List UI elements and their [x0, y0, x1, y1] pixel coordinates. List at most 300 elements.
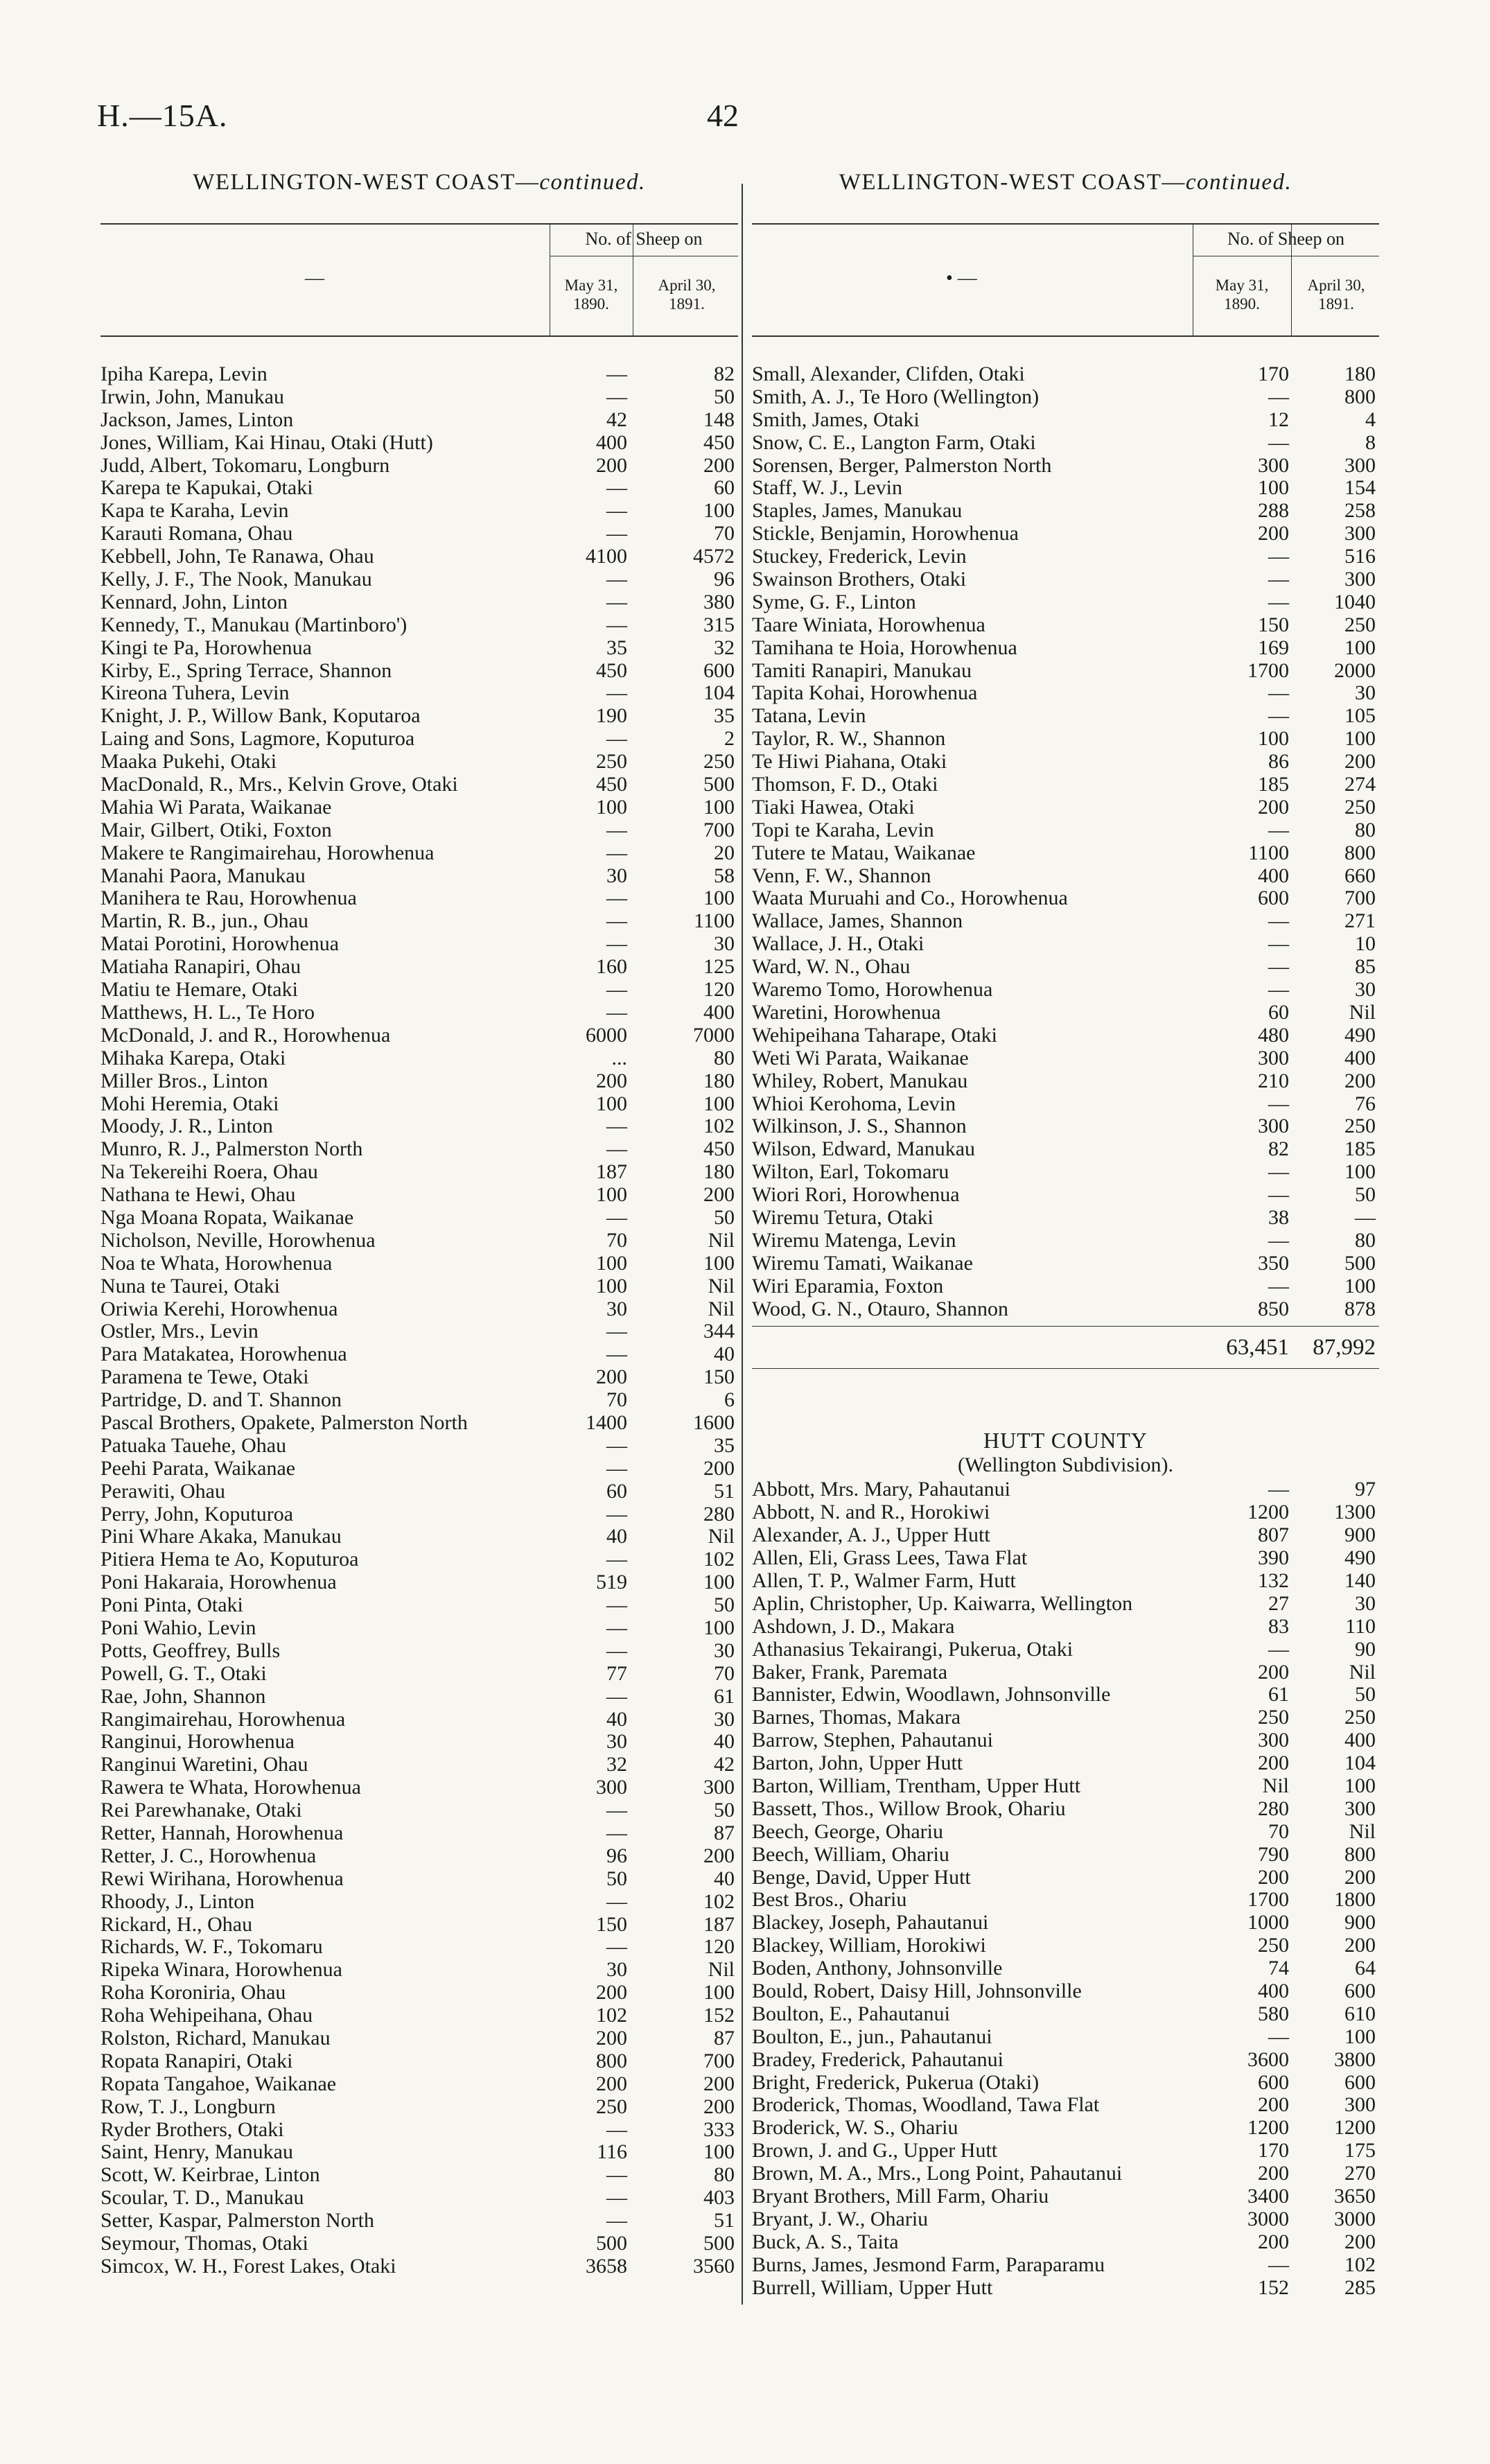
- left-column: [100, 170, 738, 2278]
- table-row: [100, 1480, 738, 1503]
- table-row: [100, 1845, 738, 1868]
- entry-name: Taare Winiata, Horowhenua: [752, 613, 985, 636]
- sheep-1890: 580: [1258, 2002, 1289, 2025]
- sheep-1890: —: [606, 2209, 627, 2233]
- entry-name: Pini Whare Akaka, Manukau: [100, 1525, 342, 1548]
- table-row: [752, 1547, 1379, 1570]
- sheep-1890: 32: [606, 1753, 627, 1776]
- entry-name: Nathana te Hewi, Ohau: [100, 1183, 296, 1207]
- table-row: [752, 1184, 1379, 1207]
- sheep-1891: 8: [1365, 430, 1376, 454]
- sheep-1891: 96: [714, 568, 735, 591]
- sheep-1891: 516: [1344, 545, 1376, 568]
- entry-name: Laing and Sons, Lagmore, Koputuroa: [100, 727, 415, 751]
- sheep-1891: 110: [1345, 1614, 1376, 1638]
- table-row: [752, 1047, 1379, 1070]
- sheep-1890: 400: [1258, 864, 1289, 887]
- entry-name: Saint, Henry, Manukau: [100, 2140, 293, 2164]
- table-row: [752, 500, 1379, 523]
- table-row: [100, 1093, 738, 1116]
- sheep-1890: —: [606, 978, 627, 1002]
- table-row: [100, 568, 738, 591]
- entry-name: Scott, W. Keirbrae, Linton: [100, 2163, 320, 2187]
- sheep-1890: 160: [596, 955, 627, 979]
- right-title-italic: continued.: [1185, 170, 1292, 195]
- table-row: [100, 1070, 738, 1093]
- table-row: [752, 1093, 1379, 1116]
- sheep-1890: 82: [1268, 1137, 1289, 1161]
- total-1891: 87,992: [1313, 1335, 1376, 1361]
- sheep-1890: —: [1268, 932, 1289, 956]
- sheep-1891: 1600: [693, 1410, 735, 1434]
- sheep-1891: 900: [1344, 1911, 1376, 1934]
- entry-name: Waata Muruahi and Co., Horowhenua: [752, 886, 1068, 910]
- sheep-1891: 403: [703, 2186, 735, 2210]
- sheep-1890: —: [1268, 545, 1289, 568]
- entry-name: Wiremu Tetura, Otaki: [752, 1205, 934, 1229]
- sheep-1891: 40: [714, 1867, 735, 1890]
- sheep-1890: 27: [1268, 1591, 1289, 1615]
- entry-name: Wiori Rori, Horowhenua: [752, 1183, 960, 1207]
- sheep-1891: 250: [703, 750, 735, 774]
- sheep-1891: 50: [714, 1799, 735, 1822]
- entry-name: Kennard, John, Linton: [100, 590, 288, 613]
- sheep-1890: —: [606, 1639, 627, 1662]
- entry-name: Syme, G. F., Linton: [752, 590, 916, 613]
- table-row: [100, 2164, 738, 2187]
- entry-name: Peehi Parata, Waikanae: [100, 1456, 296, 1480]
- table-row: [100, 660, 738, 683]
- entry-name: Moody, J. R., Linton: [100, 1115, 273, 1138]
- sheep-1890: 61: [1268, 1683, 1289, 1706]
- entry-name: Tamiti Ranapiri, Manukau: [752, 658, 972, 682]
- table-row: [100, 2255, 738, 2278]
- sheep-1891: 100: [703, 1251, 735, 1275]
- entry-name: Irwin, John, Manukau: [100, 385, 284, 408]
- sheep-1890: —: [606, 932, 627, 956]
- sheep-1891: 600: [1344, 2070, 1376, 2094]
- table-row: [752, 1524, 1379, 1547]
- sheep-1890: 77: [606, 1661, 627, 1685]
- sheep-1891: 87: [714, 2027, 735, 2050]
- sheep-1891: 333: [703, 2117, 735, 2141]
- table-row: [752, 2026, 1379, 2049]
- sheep-1890: —: [1268, 568, 1289, 591]
- entry-name: Matiaha Ranapiri, Ohau: [100, 955, 301, 979]
- entry-name: Bryant Brothers, Mill Farm, Ohariu: [752, 2185, 1049, 2208]
- entry-name: MacDonald, R., Mrs., Kelvin Grove, Otaki: [100, 773, 458, 796]
- sheep-1890: 400: [596, 430, 627, 454]
- table-row: [100, 637, 738, 660]
- entry-name: Ranginui, Horowhenua: [100, 1730, 295, 1754]
- sheep-1890: —: [606, 1320, 627, 1343]
- sheep-1890: 170: [1258, 362, 1289, 385]
- sheep-1890: 250: [1258, 1706, 1289, 1729]
- entry-name: Wallace, James, Shannon: [752, 909, 963, 933]
- entry-name: Bright, Frederick, Pukerua (Otaki): [752, 2070, 1040, 2094]
- entry-name: Partridge, D. and T. Shannon: [100, 1388, 342, 1412]
- entry-name: McDonald, J. and R., Horowhenua: [100, 1023, 391, 1047]
- sheep-1891: Nil: [708, 1525, 735, 1548]
- sheep-1890: 250: [596, 2095, 627, 2118]
- table-row: [752, 682, 1379, 705]
- table-row: [100, 1640, 738, 1663]
- sheep-1891: 100: [1344, 1774, 1376, 1797]
- sheep-1891: 82: [714, 362, 735, 385]
- sheep-1890: 200: [1258, 1865, 1289, 1889]
- sheep-1890: 60: [606, 1479, 627, 1503]
- entry-name: Weti Wi Parata, Waikanae: [752, 1046, 969, 1069]
- sheep-1890: 519: [596, 1571, 627, 1594]
- sheep-1890: —: [606, 2186, 627, 2210]
- table-row: [752, 523, 1379, 545]
- table-row: [100, 1298, 738, 1321]
- entry-name: Mohi Heremia, Otaki: [100, 1092, 279, 1115]
- sheep-1890: 38: [1268, 1205, 1289, 1229]
- sheep-1890: 100: [596, 1251, 627, 1275]
- sheep-1891: 152: [703, 2004, 735, 2027]
- hutt-county-title: HUTT COUNTY: [983, 1428, 1148, 1453]
- sheep-count-header: No. of Sheep on: [1227, 229, 1344, 249]
- table-row: [752, 1252, 1379, 1275]
- entry-name: Noa te Whata, Horowhenua: [100, 1251, 333, 1275]
- table-row: [100, 1982, 738, 2004]
- sheep-1890: 790: [1258, 1842, 1289, 1866]
- right-table-body: [752, 363, 1379, 1320]
- sheep-1891: Nil: [708, 1297, 735, 1320]
- table-row: [100, 1959, 738, 1982]
- sheep-1890: 200: [1258, 795, 1289, 819]
- table-row: [752, 1684, 1379, 1706]
- sheep-1891: 800: [1344, 841, 1376, 864]
- table-row: [752, 545, 1379, 568]
- entry-name: Bould, Robert, Daisy Hill, Johnsonville: [752, 1980, 1082, 2002]
- table-row: [100, 1184, 738, 1207]
- entry-name: Potts, Geoffrey, Bulls: [100, 1639, 281, 1662]
- sheep-1891: 200: [703, 1844, 735, 1867]
- sheep-1890: 800: [596, 2049, 627, 2072]
- entry-name: Barnes, Thomas, Makara: [752, 1706, 961, 1729]
- table-row: [100, 842, 738, 865]
- sheep-1890: 200: [1258, 2162, 1289, 2185]
- entry-name: Munro, R. J., Palmerston North: [100, 1137, 363, 1161]
- entry-name: Paramena te Tewe, Otaki: [100, 1365, 309, 1389]
- sheep-1890: 280: [1258, 1797, 1289, 1820]
- entry-name: Wilkinson, J. S., Shannon: [752, 1115, 967, 1138]
- sheep-1891: 102: [1344, 2253, 1376, 2276]
- sheep-1891: 50: [714, 1593, 735, 1617]
- table-row: [752, 1570, 1379, 1593]
- table-row: [752, 1957, 1379, 1980]
- sheep-1891: 80: [1355, 818, 1376, 841]
- sheep-1890: —: [606, 613, 627, 636]
- table-row: [100, 1731, 738, 1754]
- table-row: [100, 1366, 738, 1389]
- sheep-1890: —: [606, 1456, 627, 1480]
- entry-name: Richards, W. F., Tokomaru: [100, 1935, 323, 1959]
- sheep-1891: 90: [1355, 1637, 1376, 1661]
- table-row: [100, 1275, 738, 1298]
- sheep-1891: 85: [1355, 955, 1376, 979]
- table-row: [752, 1912, 1379, 1934]
- sheep-1890: —: [1268, 1274, 1289, 1297]
- sheep-1891: 300: [1344, 2093, 1376, 2117]
- name-column-header: —: [305, 268, 324, 289]
- table-row: [100, 1776, 738, 1799]
- table-row: [752, 2094, 1379, 2117]
- sheep-1890: —: [606, 568, 627, 591]
- sheep-1890: 30: [606, 1730, 627, 1754]
- sheep-1890: 150: [596, 1912, 627, 1936]
- entry-name: Powell, G. T., Otaki: [100, 1661, 267, 1685]
- table-row: [100, 2027, 738, 2050]
- entry-name: Bradey, Frederick, Pahautanui: [752, 2047, 1003, 2071]
- left-column-title: [100, 170, 738, 195]
- table-row: [752, 363, 1379, 386]
- sheep-1890: 100: [596, 1274, 627, 1297]
- sheep-1891: 30: [1355, 681, 1376, 705]
- table-row: [752, 956, 1379, 979]
- sheep-1891: Nil: [708, 1958, 735, 1982]
- sheep-1890: 3600: [1247, 2047, 1289, 2071]
- entry-name: Abbott, Mrs. Mary, Pahautanui: [752, 1478, 1011, 1501]
- table-row: [100, 1594, 738, 1617]
- sheep-1891: 30: [1355, 1591, 1376, 1615]
- sheep-1891: 87: [714, 1821, 735, 1844]
- sheep-1891: 104: [703, 681, 735, 705]
- hutt-county-subtitle: (Wellington Subdivision).: [958, 1453, 1173, 1477]
- entry-name: Whiley, Robert, Manukau: [752, 1069, 968, 1092]
- sheep-1891: 300: [1344, 522, 1376, 545]
- entry-name: Athanasius Tekairangi, Pukerua, Otaki: [752, 1637, 1073, 1661]
- sheep-1890: 3658: [586, 2254, 627, 2278]
- sheep-1891: 200: [703, 1456, 735, 1480]
- table-row: [752, 1867, 1379, 1889]
- entry-name: Smith, A. J., Te Horo (Wellington): [752, 385, 1040, 408]
- table-row: [752, 1478, 1379, 1501]
- sheep-1890: —: [1268, 1637, 1289, 1661]
- table-row: [100, 1161, 738, 1184]
- sheep-1891: 40: [714, 1730, 735, 1754]
- entry-name: Rawera te Whata, Horowhenua: [100, 1776, 361, 1799]
- table-row: [752, 614, 1379, 637]
- sheep-1891: 380: [703, 590, 735, 613]
- entry-name: Brown, J. and G., Upper Hutt: [752, 2139, 998, 2162]
- table-row: [752, 1798, 1379, 1821]
- table-row: [100, 2210, 738, 2233]
- table-row: [752, 1639, 1379, 1661]
- sheep-1890: —: [606, 1616, 627, 1639]
- sheep-1891: 42: [714, 1753, 735, 1776]
- entry-name: Swainson Brothers, Otaki: [752, 568, 967, 591]
- sheep-1891: Nil: [708, 1274, 735, 1297]
- sheep-1891: 180: [703, 1069, 735, 1092]
- sheep-1890: 1100: [1248, 841, 1289, 864]
- sheep-1890: 210: [1258, 1069, 1289, 1092]
- sheep-1890: —: [606, 522, 627, 545]
- total-row: [752, 1326, 1379, 1369]
- entry-name: Roha Wehipeihana, Ohau: [100, 2004, 313, 2027]
- sheep-1890: —: [606, 362, 627, 385]
- sheep-1891: 1200: [1334, 2116, 1376, 2140]
- entry-name: Perry, John, Koputuroa: [100, 1502, 294, 1526]
- entry-name: Karepa te Kapukai, Otaki: [100, 476, 313, 500]
- sheep-1890: 100: [1258, 476, 1289, 500]
- entry-name: Pitiera Hema te Ao, Koputuroa: [100, 1548, 359, 1571]
- table-row: [100, 1435, 738, 1458]
- table-row: [100, 2187, 738, 2210]
- sheep-1891: 490: [1344, 1023, 1376, 1047]
- sheep-1890: 102: [596, 2004, 627, 2027]
- sheep-1891: 2000: [1334, 658, 1376, 682]
- sheep-1891: 450: [703, 1137, 735, 1161]
- sheep-1890: —: [1268, 2253, 1289, 2276]
- sheep-1891: 271: [1344, 909, 1376, 933]
- sheep-1890: —: [606, 727, 627, 751]
- sheep-1891: 80: [1355, 1228, 1376, 1252]
- sheep-1890: 600: [1258, 2070, 1289, 2094]
- sheep-1890: 6000: [586, 1023, 627, 1047]
- entry-name: Snow, C. E., Langton Farm, Otaki: [752, 430, 1036, 454]
- sheep-1891: 1100: [694, 909, 735, 933]
- sheep-1891: 102: [703, 1548, 735, 1571]
- sheep-1890: —: [606, 1000, 627, 1024]
- entry-name: Poni Wahio, Levin: [100, 1616, 256, 1639]
- entry-name: Nicholson, Neville, Horowhenua: [100, 1228, 376, 1252]
- sheep-1891: 250: [1344, 795, 1376, 819]
- table-row: [752, 1729, 1379, 1752]
- col-april-1891-header: April 30, 1891.: [658, 277, 716, 313]
- table-row: [752, 1980, 1379, 2003]
- sheep-1891: 4572: [693, 545, 735, 568]
- table-row: [100, 819, 738, 842]
- sheep-1891: 120: [703, 978, 735, 1002]
- sheep-1891: Nil: [1349, 1819, 1376, 1843]
- entry-name: Benge, David, Upper Hutt: [752, 1865, 971, 1889]
- table-row: [100, 1799, 738, 1822]
- entry-name: Ostler, Mrs., Levin: [100, 1320, 258, 1343]
- sheep-1890: 70: [1268, 1819, 1289, 1843]
- entry-name: Abbott, N. and R., Horokiwi: [752, 1501, 990, 1524]
- sheep-1891: 200: [1344, 1934, 1376, 1957]
- sheep-1891: 500: [703, 2232, 735, 2255]
- sheep-1890: 807: [1258, 1523, 1289, 1547]
- entry-name: Kapa te Karaha, Levin: [100, 499, 289, 523]
- entry-name: Rolston, Richard, Manukau: [100, 2027, 331, 2050]
- entry-name: Brown, M. A., Mrs., Long Point, Pahautanui: [752, 2162, 1123, 2185]
- sheep-1890: 300: [1258, 1046, 1289, 1069]
- table-row: [100, 682, 738, 705]
- sheep-1891: 102: [703, 1115, 735, 1138]
- sheep-1891: 20: [714, 841, 735, 864]
- entry-name: Barton, John, Upper Hutt: [752, 1751, 963, 1775]
- sheep-1890: 350: [1258, 1251, 1289, 1275]
- table-row: [100, 956, 738, 979]
- table-row: [752, 2185, 1379, 2208]
- entry-name: Kingi te Pa, Horowhenua: [100, 636, 312, 659]
- entry-name: Mahia Wi Parata, Waikanae: [100, 795, 332, 819]
- column-divider: [742, 184, 743, 2305]
- sheep-1891: 30: [714, 1639, 735, 1662]
- entry-name: Barton, William, Trentham, Upper Hutt: [752, 1774, 1081, 1797]
- sheep-1891: 180: [703, 1160, 735, 1184]
- sheep-1890: Nil: [1262, 1774, 1289, 1797]
- sheep-1891: 800: [1344, 385, 1376, 408]
- table-row: [100, 2119, 738, 2142]
- sheep-1891: 900: [1344, 1523, 1376, 1547]
- sheep-1890: —: [1268, 430, 1289, 454]
- table-row: [752, 1706, 1379, 1729]
- table-row: [100, 1024, 738, 1047]
- sheep-1890: —: [606, 1799, 627, 1822]
- sheep-1891: 100: [703, 795, 735, 819]
- sheep-1891: 32: [714, 636, 735, 659]
- table-row: [100, 591, 738, 614]
- table-row: [752, 1207, 1379, 1230]
- entry-name: Ryder Brothers, Otaki: [100, 2117, 284, 2141]
- sheep-1890: 480: [1258, 1023, 1289, 1047]
- page-reference: H.—15A.: [97, 98, 228, 133]
- table-row: [100, 477, 738, 500]
- entry-name: Scoular, T. D., Manukau: [100, 2186, 304, 2210]
- table-row: [100, 865, 738, 888]
- sheep-1890: 185: [1258, 773, 1289, 796]
- sheep-1891: 400: [703, 1000, 735, 1024]
- sheep-1891: 6: [724, 1388, 735, 1412]
- sheep-1890: —: [606, 385, 627, 408]
- table-row: [752, 637, 1379, 660]
- entry-name: Rei Parewhanake, Otaki: [100, 1799, 302, 1822]
- table-row: [100, 455, 738, 478]
- entry-name: Broderick, Thomas, Woodland, Tawa Flat: [752, 2093, 1100, 2117]
- sheep-1891: 200: [703, 2095, 735, 2118]
- entry-name: Rae, John, Shannon: [100, 1684, 266, 1708]
- sheep-1890: 100: [596, 1183, 627, 1207]
- table-row: [752, 2162, 1379, 2185]
- table-row: [752, 1593, 1379, 1616]
- sheep-1890: 86: [1268, 750, 1289, 774]
- entry-name: Tapita Kohai, Horowhenua: [752, 681, 978, 705]
- table-row: [752, 2231, 1379, 2254]
- sheep-1890: —: [1268, 909, 1289, 933]
- sheep-1891: 30: [1355, 978, 1376, 1002]
- table-row: [100, 1617, 738, 1640]
- table-row: [100, 386, 738, 409]
- sheep-1890: 200: [1258, 2230, 1289, 2253]
- sheep-1890: 400: [1258, 1980, 1289, 2002]
- table-row: [100, 2073, 738, 2096]
- sheep-1890: 42: [606, 408, 627, 431]
- sheep-1890: 30: [606, 864, 627, 887]
- sheep-1891: 100: [1344, 1274, 1376, 1297]
- sheep-1890: —: [606, 1889, 627, 1913]
- entry-name: Allen, Eli, Grass Lees, Tawa Flat: [752, 1546, 1028, 1570]
- table-row: [752, 842, 1379, 865]
- sheep-1890: 100: [596, 1092, 627, 1115]
- entry-name: Barrow, Stephen, Pahautanui: [752, 1729, 993, 1752]
- sheep-1891: 400: [1344, 1729, 1376, 1752]
- entry-name: Buck, A. S., Taita: [752, 2230, 899, 2253]
- table-row: [100, 614, 738, 637]
- entry-name: Sorensen, Berger, Palmerston North: [752, 453, 1052, 477]
- sheep-1890: 200: [596, 2072, 627, 2095]
- sheep-1890: 200: [596, 1365, 627, 1389]
- entry-name: Te Hiwi Piahana, Otaki: [752, 750, 947, 774]
- sheep-1890: —: [606, 1821, 627, 1844]
- table-row: [752, 2049, 1379, 2072]
- sheep-1891: Nil: [1349, 1000, 1376, 1024]
- sheep-1891: 50: [1355, 1183, 1376, 1207]
